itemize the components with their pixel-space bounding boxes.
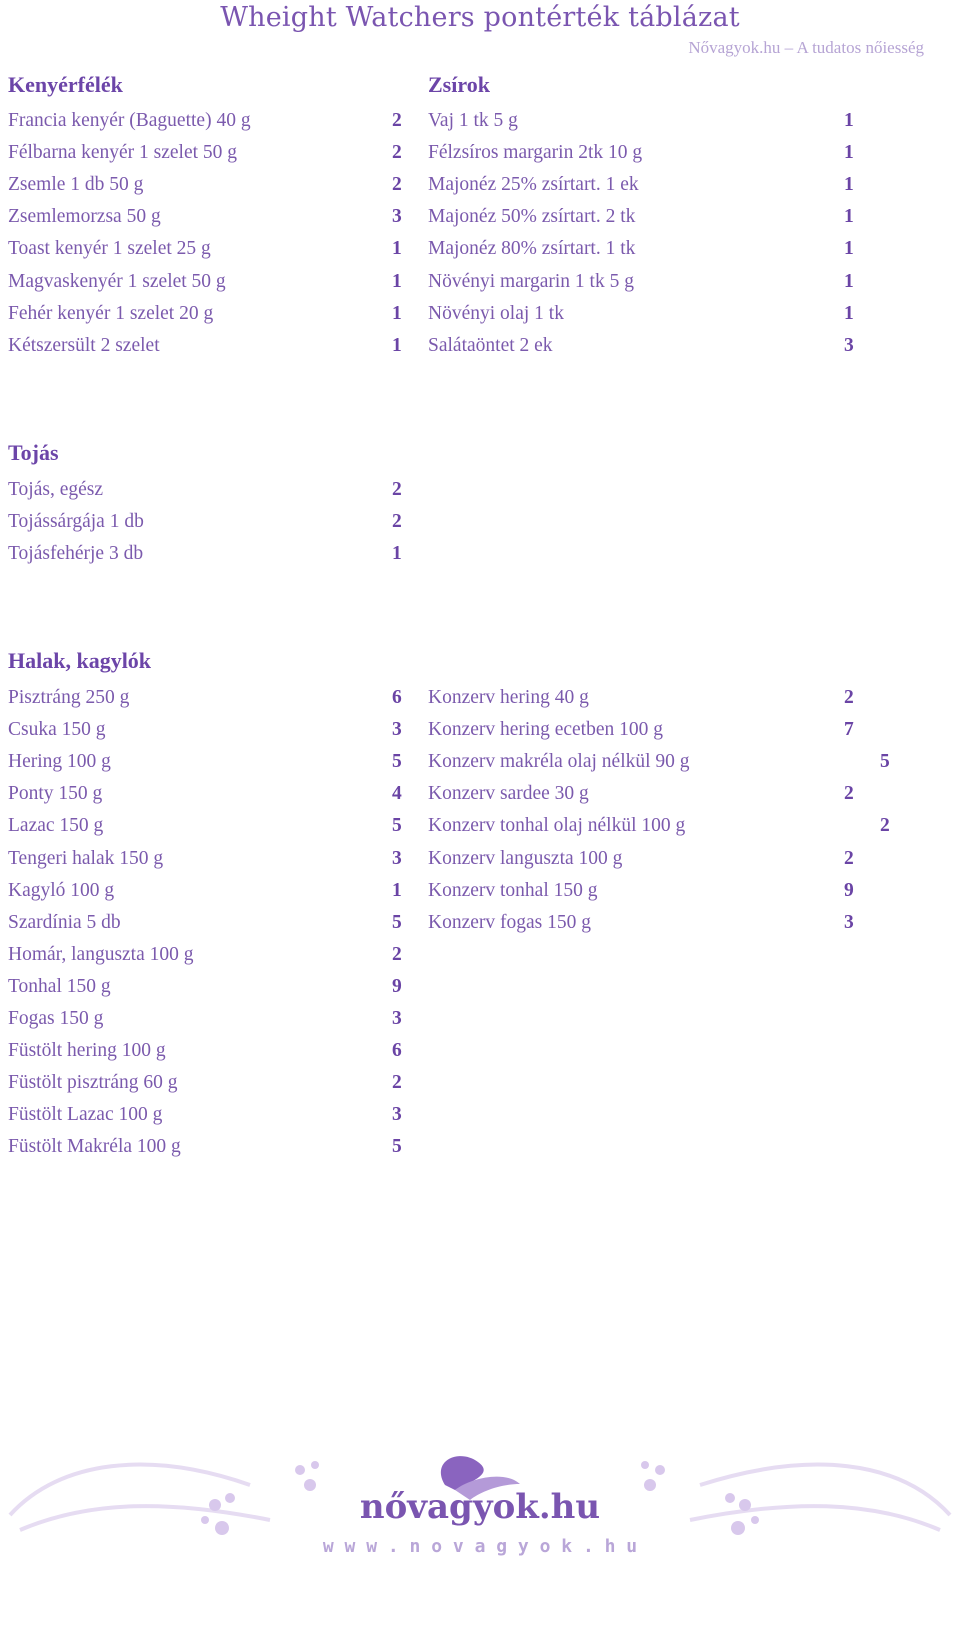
item-points: 1 <box>844 238 854 260</box>
list-item <box>8 506 412 538</box>
list-item <box>8 105 412 137</box>
list-item <box>8 778 412 810</box>
item-name: Tojásfehérje 3 db <box>8 543 144 565</box>
list-item <box>8 1099 412 1131</box>
item-name: Toast kenyér 1 szelet 25 g <box>8 238 211 260</box>
list-item <box>8 746 412 778</box>
item-points: 1 <box>392 270 402 292</box>
item-name: Konzerv hering 40 g <box>428 687 589 708</box>
item-points: 3 <box>392 1008 402 1029</box>
item-name: Füstölt Makréla 100 g <box>8 1136 181 1158</box>
item-name: Növényi olaj 1 tk <box>428 302 564 324</box>
item-name: Fehér kenyér 1 szelet 20 g <box>8 302 214 324</box>
item-name: Félbarna kenyér 1 szelet 50 g <box>8 142 238 164</box>
item-points: 9 <box>392 975 402 997</box>
list-item <box>428 843 864 875</box>
item-points: 6 <box>392 687 402 708</box>
list-item <box>8 1067 412 1099</box>
item-name: Salátaöntet 2 ek <box>428 334 553 356</box>
list-item <box>8 330 412 362</box>
footer-brand: nővagyok.hu <box>359 1487 601 1527</box>
list-item <box>8 1003 412 1035</box>
list-item <box>428 714 864 746</box>
item-name: Konzerv fogas 150 g <box>428 911 591 933</box>
item-name: Konzerv sardee 30 g <box>428 783 589 805</box>
item-points: 1 <box>392 238 402 260</box>
item-points: 1 <box>392 879 402 901</box>
item-points: 4 <box>392 783 402 805</box>
list-item <box>8 714 412 746</box>
item-name: Majonéz 50% zsírtart. 2 tk <box>428 206 636 228</box>
list-item <box>8 939 412 971</box>
list-item <box>428 746 890 778</box>
item-name: Szardínia 5 db <box>8 911 121 933</box>
item-points: 2 <box>392 110 402 131</box>
list-item <box>428 875 864 907</box>
left-dots-icon <box>201 1461 319 1535</box>
item-name: Füstölt pisztráng 60 g <box>8 1072 178 1094</box>
item-name: Majonéz 25% zsírtart. 1 ek <box>428 174 639 196</box>
item-points: 2 <box>392 479 402 500</box>
list-item <box>8 266 412 298</box>
list-item <box>428 137 864 169</box>
item-points: 5 <box>392 1136 402 1158</box>
heading-halak: Halak, kagylók <box>8 648 152 673</box>
list-item <box>8 137 412 169</box>
item-points: 5 <box>392 815 402 837</box>
item-points: 3 <box>392 206 402 228</box>
item-points: 5 <box>392 911 402 933</box>
list-item <box>8 1131 412 1163</box>
item-name: Zsemlemorzsa 50 g <box>8 206 161 228</box>
list-item <box>428 266 864 298</box>
item-name: Majonéz 80% zsírtart. 1 tk <box>428 238 636 260</box>
item-name: Konzerv tonhal olaj nélkül 100 g <box>428 815 686 837</box>
item-points: 3 <box>392 1104 402 1126</box>
item-points: 2 <box>844 847 854 869</box>
item-points: 2 <box>880 815 890 837</box>
list-item <box>8 682 412 714</box>
footer-logo <box>0 1440 960 1622</box>
item-points: 1 <box>392 302 402 324</box>
item-name: Magvaskenyér 1 szelet 50 g <box>8 270 226 292</box>
item-name: Hering 100 g <box>8 751 111 773</box>
item-points: 2 <box>392 174 402 196</box>
item-name: Félzsíros margarin 2tk 10 g <box>428 142 643 164</box>
item-points: 1 <box>844 270 854 292</box>
list-item <box>428 778 864 810</box>
page-title: Wheight Watchers pontérték táblázat <box>220 2 740 33</box>
list-item <box>428 330 864 362</box>
list-item <box>428 907 864 939</box>
item-name: Kagyló 100 g <box>8 879 115 901</box>
list-item <box>8 907 412 939</box>
item-name: Tojás, egész <box>8 479 104 500</box>
item-points: 2 <box>844 687 854 708</box>
item-points: 1 <box>844 302 854 324</box>
item-points: 1 <box>844 142 854 164</box>
item-name: Pisztráng 250 g <box>8 687 130 708</box>
item-points: 1 <box>844 206 854 228</box>
heading-zsirok: Zsírok <box>428 72 490 97</box>
item-name: Tengeri halak 150 g <box>8 847 164 869</box>
item-points: 2 <box>392 1072 402 1094</box>
item-name: Növényi margarin 1 tk 5 g <box>428 270 634 292</box>
item-points: 3 <box>392 719 402 741</box>
list-item <box>428 298 864 330</box>
item-name: Füstölt Lazac 100 g <box>8 1104 163 1126</box>
item-name: Füstölt hering 100 g <box>8 1040 166 1062</box>
item-name: Tojássárgája 1 db <box>8 511 144 533</box>
item-points: 6 <box>392 1040 402 1062</box>
list-item <box>8 810 412 842</box>
item-points: 1 <box>844 174 854 196</box>
footer-url: w w w . n o v a g y o k . h u <box>322 1536 638 1557</box>
item-points: 1 <box>392 543 402 565</box>
item-points: 3 <box>844 334 854 356</box>
item-name: Konzerv makréla olaj nélkül 90 g <box>428 751 690 773</box>
item-points: 5 <box>880 751 890 773</box>
item-name: Kétszersült 2 szelet <box>8 334 160 356</box>
item-points: 2 <box>392 511 402 533</box>
list-item <box>428 169 864 201</box>
list-item <box>8 843 412 875</box>
page-subtitle: Nővagyok.hu – A tudatos nőiesség <box>688 38 924 57</box>
list-item <box>8 169 412 201</box>
item-name: Zsemle 1 db 50 g <box>8 174 144 196</box>
list-item <box>428 105 864 137</box>
item-points: 2 <box>392 943 402 965</box>
list-item <box>8 538 412 570</box>
heading-tojas: Tojás <box>8 440 59 465</box>
list-item <box>8 233 412 265</box>
item-points: 7 <box>844 719 854 741</box>
item-points: 3 <box>392 847 402 869</box>
list-item <box>428 810 890 842</box>
item-points: 2 <box>392 142 402 164</box>
list-item <box>428 201 864 233</box>
list-item <box>8 875 412 907</box>
item-name: Konzerv tonhal 150 g <box>428 879 598 901</box>
item-name: Lazac 150 g <box>8 815 104 837</box>
item-points: 5 <box>392 751 402 773</box>
list-item <box>8 1035 412 1067</box>
item-name: Ponty 150 g <box>8 783 103 805</box>
list-item <box>8 971 412 1003</box>
list-item <box>8 298 412 330</box>
list-item <box>8 201 412 233</box>
item-name: Homár, languszta 100 g <box>8 943 194 965</box>
item-name: Francia kenyér (Baguette) 40 g <box>8 110 251 131</box>
heading-kenyerfelek: Kenyérfélék <box>8 72 123 97</box>
list-item <box>8 474 412 506</box>
item-name: Konzerv languszta 100 g <box>428 847 623 869</box>
item-points: 3 <box>844 911 854 933</box>
item-name: Konzerv hering ecetben 100 g <box>428 719 663 741</box>
item-name: Csuka 150 g <box>8 719 106 741</box>
list-item <box>428 233 864 265</box>
item-points: 1 <box>844 110 854 131</box>
item-name: Tonhal 150 g <box>8 975 111 997</box>
list-item <box>428 682 864 714</box>
item-points: 1 <box>392 334 402 356</box>
item-points: 9 <box>844 879 854 901</box>
item-name: Vaj 1 tk 5 g <box>428 110 518 131</box>
item-points: 2 <box>844 783 854 805</box>
item-name: Fogas 150 g <box>8 1008 104 1029</box>
